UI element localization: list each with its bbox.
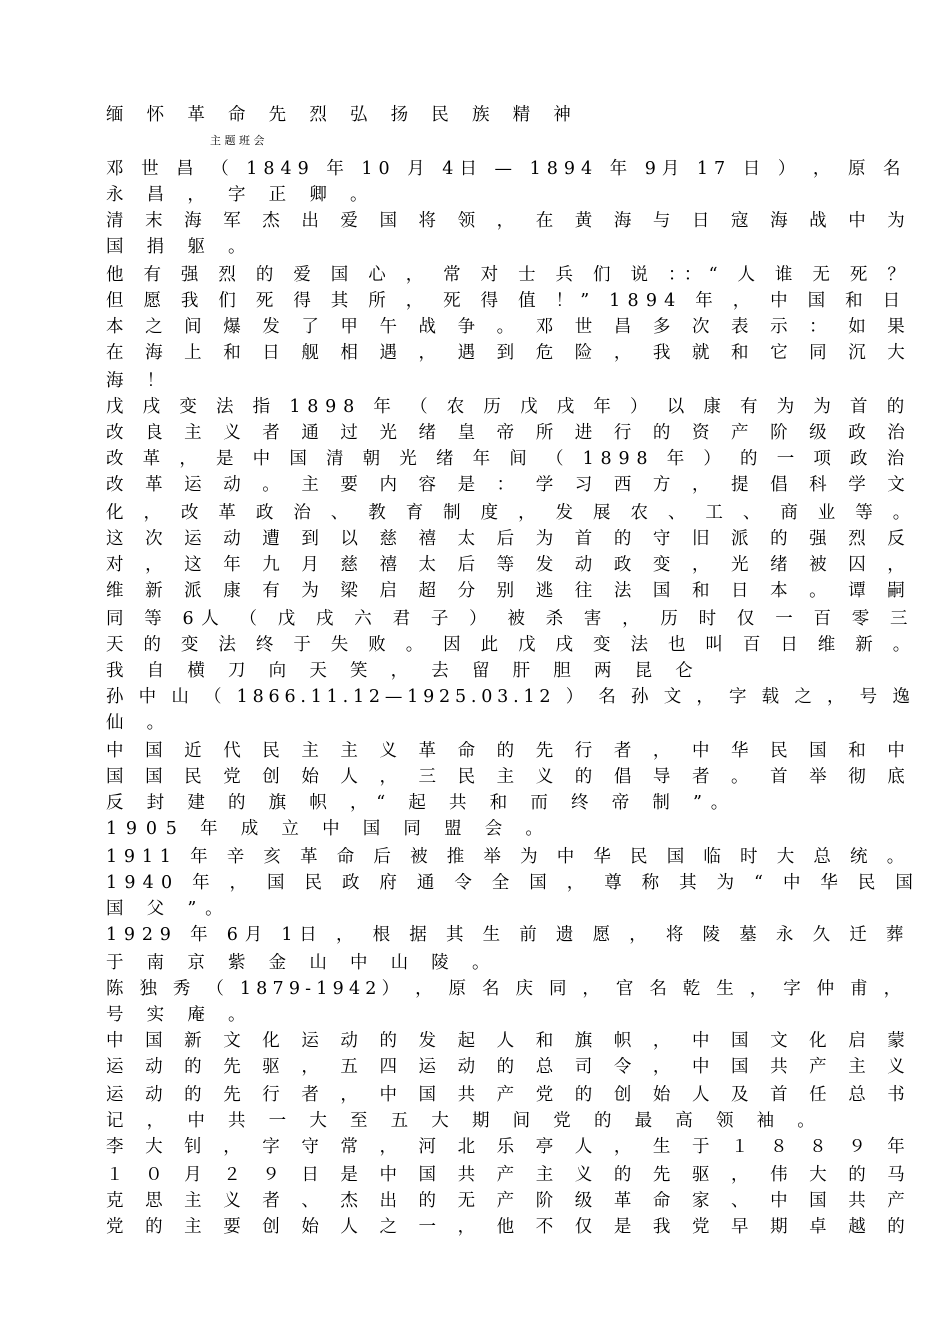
text-line: 在 海 上 和 日 舰 相 遇 ， 遇 到 危 险 ， 我 就 和 它 同 沉 大	[106, 343, 913, 363]
text-line: 改 良 主 义 者 通 过 光 绪 皇 帝 所 进 行 的 资 产 阶 级 政 治	[106, 423, 913, 443]
text-line: 克 思 主 义 者 、 杰 出 的 无 产 阶 级 革 命 家 、 中 国 共 产	[106, 1191, 913, 1211]
document-title: 缅 怀 革 命 先 烈 弘 扬 民 族 精 神	[106, 105, 580, 125]
text-line: 陈 独 秀 （ 1879-1942） ， 原 名 庆 同 ， 官 名 乾 生 ， 字 仲 甫 ，	[106, 979, 907, 999]
text-line: 党 的 主 要 创 始 人 之 一 ， 他 不 仅 是 我 党 早 期 卓 越 的	[106, 1217, 913, 1237]
text-line: 戊 戌 变 法 指 1898 年 （ 农 历 戊 戌 年 ） 以 康 有 为 为 首 的	[106, 397, 911, 417]
text-line: 国 捐 躯 。	[106, 237, 255, 257]
text-line: 记 ， 中 共 一 大 至 五 大 期 间 党 的 最 高 领 袖 。	[106, 1111, 824, 1131]
text-line: 仙 。	[106, 713, 173, 733]
text-line: 维 新 派 康 有 为 梁 启 超 分 别 逃 往 法 国 和 日 本 。 谭 嗣	[106, 581, 913, 601]
document-subtitle: 主 题 班 会	[210, 134, 265, 147]
text-line: 本 之 间 爆 发 了 甲 午 战 争 。 邓 世 昌 多 次 表 示 ： 如 果	[106, 317, 913, 337]
text-line: 国 父 ”。	[106, 899, 232, 919]
text-line: 改 革 运 动 。 主 要 内 容 是 ： 学 习 西 方 ， 提 倡 科 学 文	[106, 475, 913, 495]
text-line: 对 ， 这 年 九 月 慈 禧 太 后 等 发 动 政 变 ， 光 绪 被 囚 ，	[106, 555, 913, 575]
text-line: 运 动 的 先 驱 ， 五 四 运 动 的 总 司 令 ， 中 国 共 产 主 义	[106, 1057, 913, 1077]
text-line: 1911 年 辛 亥 革 命 后 被 推 举 为 中 华 民 国 临 时 大 总 统 。	[106, 847, 911, 867]
text-line: 同 等 6人 （ 戊 戌 六 君 子 ） 被 杀 害 ， 历 时 仅 一 百 零 三	[106, 609, 916, 629]
text-line: 我 自 横 刀 向 天 笑 ， 去 留 肝 胆 两 昆 仑	[106, 661, 702, 681]
text-line: 号 实 庵 。	[106, 1005, 255, 1025]
text-line: 于 南 京 紫 金 山 中 山 陵 。	[106, 953, 499, 973]
text-line: 1905 年 成 立 中 国 同 盟 会 。	[106, 819, 552, 839]
text-line: 反 封 建 的 旗 帜 ，“ 起 共 和 而 终 帝 制 ”。	[106, 793, 738, 813]
text-line: 孙 中 山 （ 1866.11.12—1925.03.12 ） 名 孙 文 ， 字 载 之 ， 号 逸	[106, 687, 915, 707]
text-line: 李 大 钊 ， 字 守 常 ， 河 北 乐 亭 人 ， 生 于 １ ８ ８ ９ 年	[106, 1137, 913, 1157]
text-line: 海 ！	[106, 371, 173, 391]
text-line: 这 次 运 动 遭 到 以 慈 禧 太 后 为 首 的 守 旧 派 的 强 烈 反	[106, 529, 913, 549]
text-line: 中 国 近 代 民 主 主 义 革 命 的 先 行 者 ， 中 华 民 国 和 中	[106, 741, 913, 761]
text-line: 化 ， 改 革 政 治 、 教 育 制 度 ， 发 展 农 、 工 、 商 业 等 。	[106, 503, 918, 523]
text-line: 清 末 海 军 杰 出 爱 国 将 领 ， 在 黄 海 与 日 寇 海 战 中 为	[106, 211, 913, 231]
text-line: 他 有 强 烈 的 爱 国 心 ， 常 对 士 兵 们 说 ：：“ 人 谁 无 死 ？	[106, 265, 913, 285]
text-line: 但 愿 我 们 死 得 其 所 ， 死 得 值 ！” 1894 年 ， 中 国 和 日	[106, 291, 908, 311]
text-line: 1940 年 ， 国 民 政 府 通 令 全 国 ， 尊 称 其 为 “ 中 华 民 国	[106, 873, 921, 893]
text-line: 永 昌 ， 字 正 卿 。	[106, 185, 377, 205]
text-line: 邓 世 昌 （ 1849 年 10 月 4日 — 1894 年 9月 17 日 ） ， 原 名	[106, 159, 907, 179]
text-line: 国 国 民 党 创 始 人 ， 三 民 主 义 的 倡 导 者 。 首 举 彻 底	[106, 767, 913, 787]
text-line: 改 革 ， 是 中 国 清 朝 光 绪 年 间 （ 1898 年 ） 的 一 项 政 治	[106, 449, 911, 469]
text-line: 1929 年 6月 1日 ， 根 据 其 生 前 遗 愿 ， 将 陵 墓 永 久 迁 葬	[106, 925, 911, 945]
text-line: 运 动 的 先 行 者 ， 中 国 共 产 党 的 创 始 人 及 首 任 总 书	[106, 1085, 913, 1105]
text-line: １ ０ 月 ２ ９ 日 是 中 国 共 产 主 义 的 先 驱 ， 伟 大 的 马	[106, 1165, 913, 1185]
text-line: 天 的 变 法 终 于 失 败 。 因 此 戊 戌 变 法 也 叫 百 日 维 新 。	[106, 635, 918, 655]
text-line: 中 国 新 文 化 运 动 的 发 起 人 和 旗 帜 ， 中 国 文 化 启 蒙	[106, 1031, 913, 1051]
